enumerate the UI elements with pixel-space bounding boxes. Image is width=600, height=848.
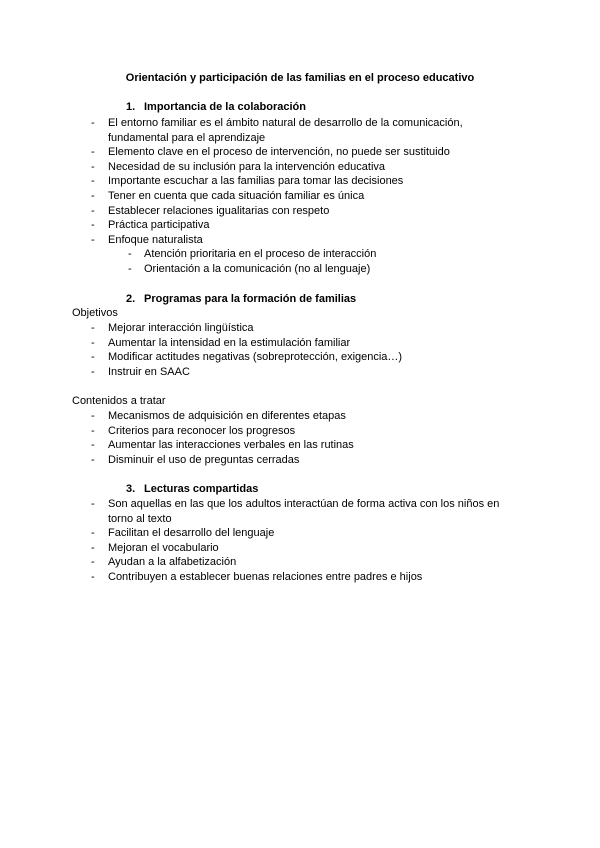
list-item: - El entorno familiar es el ámbito natural de desarrollo de la comunicación, fundamental para el aprendizaje [91, 117, 463, 144]
list-item: - Facilitan el desarrollo del lenguaje [91, 527, 275, 540]
list-item: - Contribuyen a establecer buenas relaciones entre padres e hijos [91, 570, 423, 583]
list-item: - Aumentar la intensidad en la estimulación familiar [91, 336, 351, 349]
list-item: - Modificar actitudes negativas (sobreprotección, exigencia…) [91, 351, 403, 364]
sub-list-item: - Atención prioritaria en el proceso de interacción [128, 248, 377, 261]
list-item: - Necesidad de su inclusión para la intervención educativa [91, 160, 386, 173]
list-item: - Aumentar las interacciones verbales en las rutinas [91, 439, 354, 452]
list-item: - Criterios para reconocer los progresos [91, 424, 296, 437]
list-item: - Instruir en SAAC [91, 365, 190, 378]
list-item: - Elemento clave en el proceso de intervención, no puede ser sustituido [91, 146, 450, 159]
list-item: - Disminuir el uso de preguntas cerradas [91, 453, 300, 466]
section-1-heading [126, 100, 306, 114]
list-item: - Establecer relaciones igualitarias con respeto [91, 204, 330, 217]
contenidos-list [0, 409, 508, 467]
list-item: - Enfoque naturalista - Atención prioritaria en el proceso de interacción - Orientación a la comunicación (no al lenguaje) [0, 233, 508, 277]
section-2-title: Programas para la formación de familias [144, 293, 357, 305]
list-item: - Mecanismos de adquisición en diferentes etapas [91, 410, 346, 422]
section-3-number: 3. [126, 483, 136, 495]
objetivos-list [0, 321, 508, 379]
sub-list-item: - Orientación a la comunicación (no al lenguaje) [128, 262, 371, 275]
section-1-sublist [108, 247, 508, 276]
contenidos-label: Contenidos a tratar [72, 395, 166, 407]
list-item: - Ayudan a la alfabetización [91, 556, 237, 569]
section-3-list [0, 497, 508, 585]
list-item: - Mejorar interacción lingüística [91, 322, 254, 334]
section-1-title: Importancia de la colaboración [144, 101, 306, 113]
objetivos-label: Objetivos [72, 307, 118, 319]
list-item: - Tener en cuenta que cada situación familiar es única [91, 189, 365, 202]
section-3-heading [126, 482, 258, 496]
section-2-heading [126, 292, 356, 306]
section-1-list [0, 116, 508, 277]
list-item: - Son aquellas en las que los adultos interactúan de forma activa con los niños en torno al texto [91, 498, 500, 525]
list-item: - Mejoran el vocabulario [91, 541, 219, 554]
section-3-title: Lecturas compartidas [144, 483, 259, 495]
document-title: Orientación y participación de las familias en el proceso educativo [125, 72, 475, 84]
list-item: - Práctica participativa [91, 219, 210, 232]
list-item: - Importante escuchar a las familias para tomar las decisiones [91, 175, 404, 188]
section-1-number: 1. [126, 101, 136, 113]
section-2-number: 2. [126, 293, 136, 305]
